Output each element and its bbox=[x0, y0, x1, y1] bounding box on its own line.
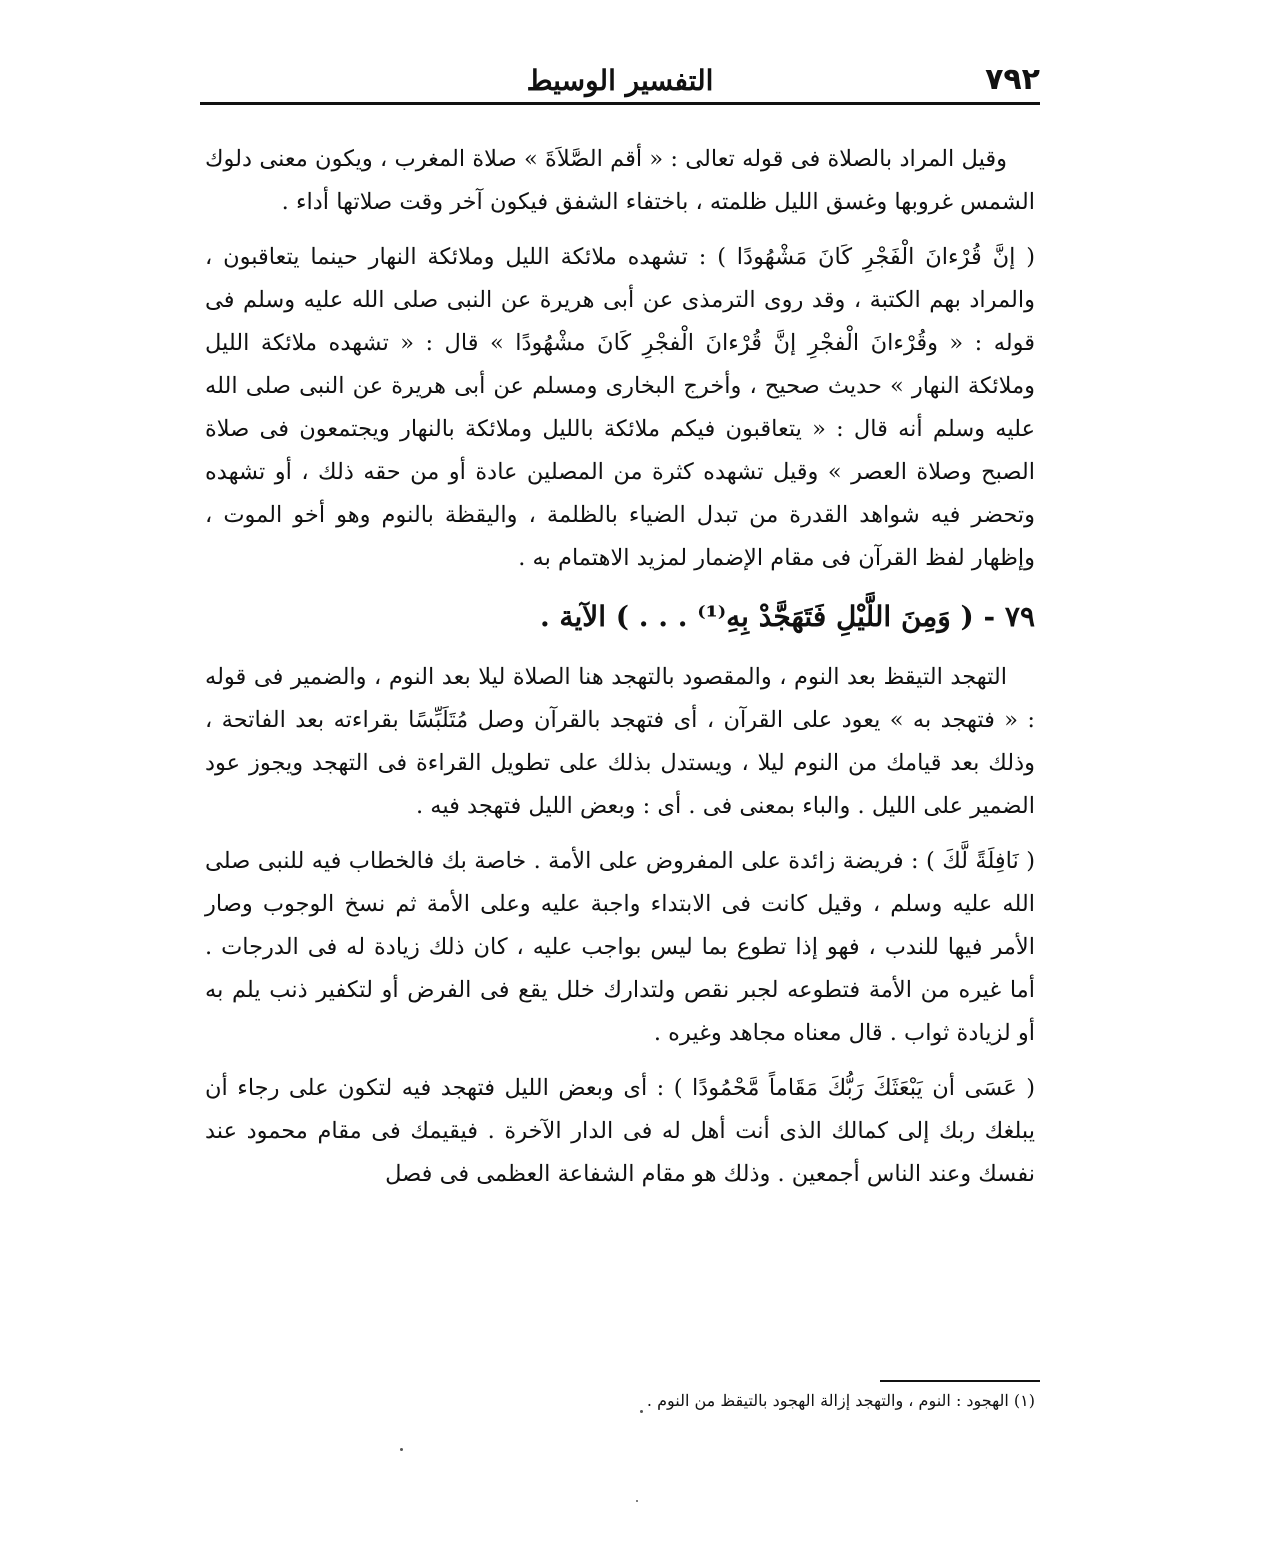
body-text bbox=[205, 138, 1035, 1208]
paragraph-nafilah: ( نَافِلَةً لَّكَ ) : فريضة زائدة على المفروض على الأمة . خاصة بك فالخطاب فيه للنبى صلى الله عليه وسلم ، وقيل كانت فى الابتداء واجبة عليه وعلى الأمة ثم نسخ الوجوب وصار الأمر فيها للندب ، فهو إذا تطوع بما ليس بواجب عليه ، كان ذلك زيادة له فى الدرجات . أما غيره من الأمة فتطوعه لجبر نقص ولتدارك خلل يقع فى الفرض أو لتكفير ذنب يلم به أو لزيادة ثواب . قال معناه مجاهد وغيره . bbox=[205, 848, 1035, 1046]
scan-speck bbox=[640, 1410, 643, 1413]
verse-heading-79: ٧٩ - ( وَمِنَ اللَّيْلِ فَتَهَجَّدْ بِهِ⁽¹⁾ . . . ) الآية . bbox=[539, 600, 1035, 633]
paragraph-quran-al-fajr: ( إنَّ قُرْءانَ الْفَجْرِ كَانَ مَشْهُودًا ) : تشهده ملائكة الليل وملائكة النهار حينما يتعاقبون ، والمراد بهم الكتبة ، وقد روى الترمذى عن أبى هريرة عن النبى صلى الله عليه وسلم فى قوله : « وقُرْءانَ الْفجْرِ إنَّ قُرْءانَ الْفجْرِ كَانَ مشْهُودًا » قال : « تشهده ملائكة الليل وملائكة النهار » حديث صحيح ، وأخرج البخارى ومسلم عن أبى هريرة عن النبى صلى الله عليه وسلم أنه قال : « يتعاقبون فيكم ملائكة بالليل وملائكة بالنهار ويجتمعون فى صلاة الصبح وصلاة العصر » وقيل تشهده كثرة من المصلين عادة أو من حقه ذلك ، أو تشهده وتحضر فيه شواهد القدرة من تبدل الضياء بالظلمة ، واليقظة بالنوم وهو أخو الموت ، وإظهار لفظ القرآن فى مقام الإضمار لمزيد الاهتمام به . bbox=[205, 244, 1035, 571]
paragraph-maghrib: وقيل المراد بالصلاة فى قوله تعالى : « أقم الصَّلاَةَ » صلاة المغرب ، ويكون معنى دلوك الشمس غروبها وغسق الليل ظلمته ، باختفاء الشفق فيكون آخر وقت صلاتها أداء . bbox=[205, 146, 1035, 215]
page-number: ٧٩٢ bbox=[985, 62, 1040, 97]
footnote-rule bbox=[880, 1380, 1040, 1382]
footnote: (١) الهجود : النوم ، والتهجد إزالة الهجود بالتيقظ من النوم . bbox=[646, 1391, 1035, 1410]
scan-speck bbox=[636, 1500, 638, 1502]
header-rule bbox=[200, 102, 1040, 105]
paragraph-maqam-mahmud: ( عَسَى أن يَبْعَثَكَ رَبُّكَ مَقَاماً مَّحْمُودًا ) : أى وبعض الليل فتهجد فيه لتكون على رجاء أن يبلغك ربك إلى كمالك الذى أنت أهل له فى الدار الآخرة . فيقيمك فى مقام محمود عند نفسك وعند الناس أجمعين . وذلك هو مقام الشفاعة العظمى فى فصل bbox=[205, 1075, 1035, 1187]
running-title: التفسير الوسيط bbox=[526, 64, 714, 97]
paragraph-tahajjud: التهجد التيقظ بعد النوم ، والمقصود بالتهجد هنا الصلاة ليلا بعد النوم ، والضمير فى قوله : « فتهجد به » يعود على القرآن ، أى فتهجد بالقرآن وصل مُتَلَبِّسًا بقراءته بعد الفاتحة ، وذلك بعد قيامك من النوم ليلا ، ويستدل بذلك على تطويل القراءة فى التهجد ويجوز عود الضمير على الليل . والباء بمعنى فى . أى : وبعض الليل فتهجد فيه . bbox=[205, 664, 1035, 819]
scan-speck bbox=[400, 1448, 403, 1451]
page-header bbox=[200, 60, 1040, 100]
